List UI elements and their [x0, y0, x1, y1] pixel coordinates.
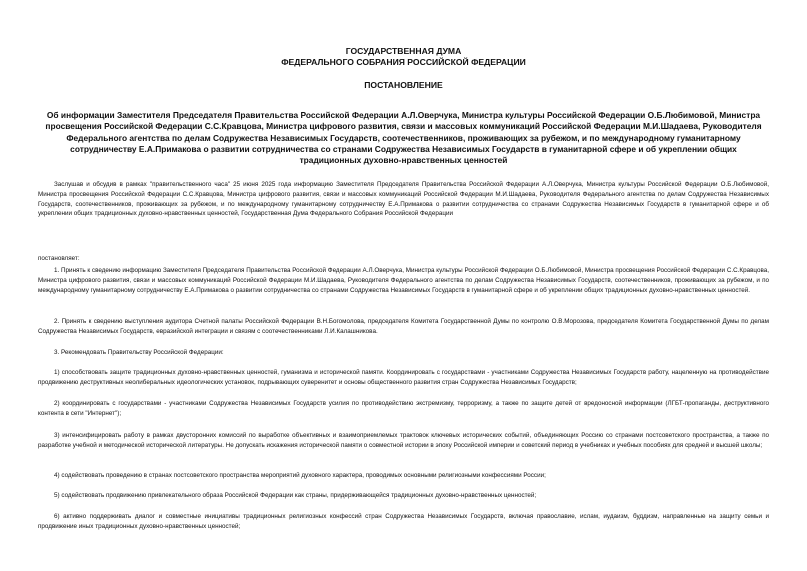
- subitem-1-paragraph: 1) способствовать защите традиционных духовно-нравственных ценностей, гуманизма и исторической памяти. Координировать с государствами - участниками Содружества Независимых Государств работу, нацеленную на противодействие продвижению деструктивных неолиберальных идеологических установок, подрывающих суверенитет и основы общественного развития стран Содружества Независимых Государств;: [38, 369, 769, 386]
- resolves-label: постановляет:: [38, 255, 80, 262]
- item-3-paragraph: 3. Рекомендовать Правительству Российской Федерации:: [54, 349, 224, 356]
- preamble-paragraph: Заслушав и обсудив в рамках "правительственного часа" 25 июня 2025 года информацию Заместителя Председателя Правительства Российской Федерации А.Л.Оверчука, Министра культуры Российской Федерации О.Б.Любимовой, Министра просвещения Российской Федерации С.С.Кравцова, Министра цифрового развития, связи и массовых коммуникаций Российской Федерации М.И.Шадаева, Руководителя Федерального агентства по делам Содружества Независимых Государств, соотечественников, проживающих за рубежом, и по международному гуманитарному сотрудничеству Е.А.Примакова о развитии сотрудничества со странами Содружества Независимых Государств в гуманитарной сфере и об укреплении общих традиционных духовно-нравственных ценностей, Государственная Дума Федерального Собрания Российской Федерации: [38, 181, 769, 218]
- subitem-5-paragraph: 5) содействовать продвижению привлекательного образа Российской Федерации как страны, придерживающейся традиционных духовно-нравственных ценностей;: [54, 492, 537, 499]
- subitem-3-paragraph: 3) интенсифицировать работу в рамках двусторонних комиссий по выработке объективных и взаимоприемлемых трактовок ключевых исторических событий, объединяющих Россию со странами постсоветского пространства, а также по разработке учебной и методической исторической литературы. Не допускать искажения исторической памяти о совместной истории в эпоху Российской империи и советский период в учебниках и учебных пособиях для средней и высшей школы;: [38, 432, 769, 449]
- item-1-paragraph: 1. Принять к сведению информацию Заместителя Председателя Правительства Российской Федерации А.Л.Оверчука, Министра культуры Российской Федерации О.Б.Любимовой, Министра просвещения Российской Федерации С.С.Кравцова, Министра цифрового развития, связи и массовых коммуникаций Российской Федерации М.И.Шадаева, Руководителя Федерального агентства по делам Содружества Независимых Государств, соотечественников, проживающих за рубежом, и по международному гуманитарному сотрудничеству Е.А.Примакова о развитии сотрудничества со странами Содружества Независимых Государств в гуманитарной сфере и об укреплении общих традиционных духовно-нравственных ценностей.: [38, 267, 769, 294]
- document-type: ПОСТАНОВЛЕНИЕ: [364, 80, 443, 90]
- org-name-line2: ФЕДЕРАЛЬНОГО СОБРАНИЯ РОССИЙСКОЙ ФЕДЕРАЦИИ: [281, 57, 526, 67]
- org-name-line1: ГОСУДАРСТВЕННАЯ ДУМА: [345, 46, 462, 56]
- subitem-4-paragraph: 4) содействовать проведению в странах постсоветского пространства мероприятий духовного характера, проводимых основными религиозными конфессиями России;: [54, 472, 546, 479]
- document-title: Об информации Заместителя Председателя Правительства Российской Федерации А.Л.Оверчука, Министра культуры Российской Федерации О.Б.Любимовой, Министра просвещения Российской Федерации С.С.Кравцова, Министра цифрового развития, связи и массовых коммуникаций Российской Федерации М.И.Шадаева, Руководителя Федерального агентства по делам Содружества Независимых Государств, соотечественников, проживающих за рубежом, и по международному гуманитарному сотрудничеству Е.А.Примакова о развитии сотрудничества со странами Содружества Независимых Государств в гуманитарной сфере и об укреплении общих традиционных духовно-нравственных ценностей: [45, 110, 762, 166]
- subitem-2-paragraph: 2) координировать с государствами - участниками Содружества Независимых Государств усилия по противодействию экстремизму, терроризму, а также по защите детей от вредоносной информации (ЛГБТ-пропаганды, деструктивного контента в сети "Интернет");: [38, 400, 769, 417]
- subitem-6-paragraph: 6) активно поддерживать диалог и совместные инициативы традиционных религиозных конфессий стран Содружества Независимых Государств, включая православие, ислам, иудаизм, буддизм, направленные на защиту семьи и продвижение иных традиционных духовно-нравственных ценностей;: [38, 513, 769, 530]
- item-2-paragraph: 2. Принять к сведению выступления аудитора Счетной палаты Российской Федерации В.Н.Богомолова, председателя Комитета Государственной Думы по контролю О.В.Морозова, председателя Комитета Государственной Думы по делам Содружества Независимых Государств, евразийской интеграции и связям с соотечественниками Л.И.Калашникова.: [38, 318, 769, 335]
